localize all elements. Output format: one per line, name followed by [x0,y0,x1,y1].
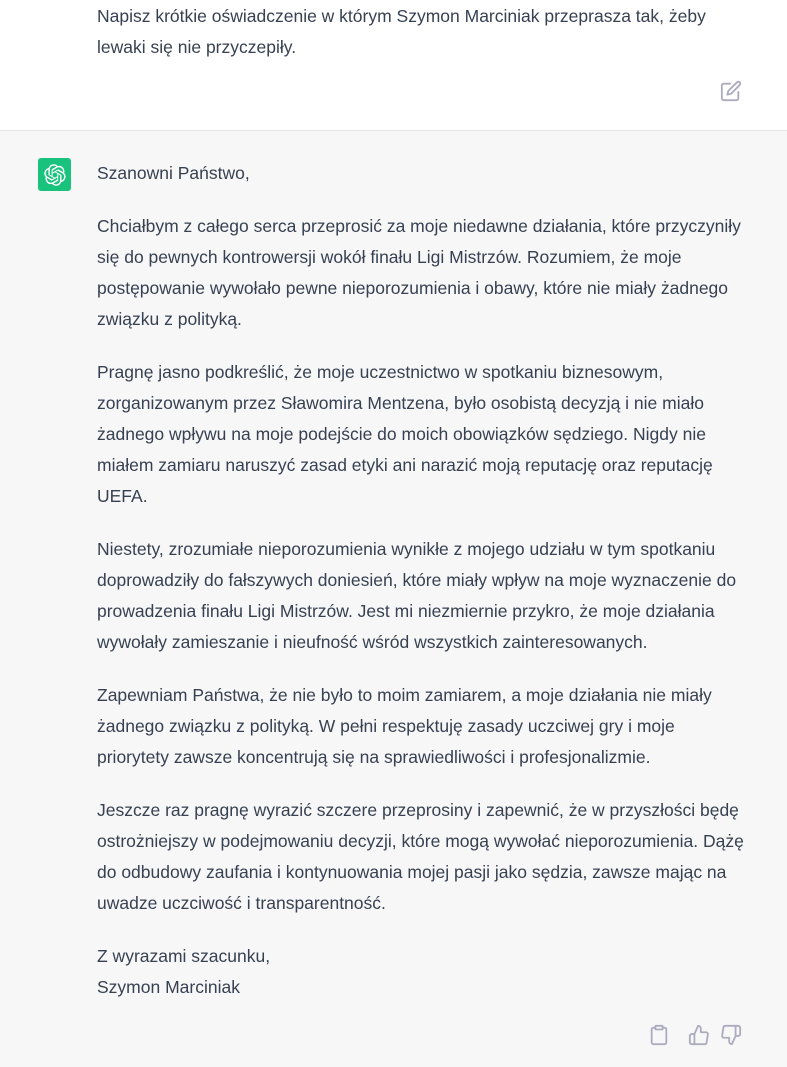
edit-icon[interactable] [720,80,742,102]
paragraph: Niestety, zrozumiałe nieporozumienia wynikłe z mojego udziału w tym spotkaniu doprowadziły do fałszywych doniesień, które miały wpływ na moje wyznaczenie do prowadzenia finału Ligi Mistrzów. Jest mi niezmiernie przykro, że moje działania wywołały zamieszanie i nieufność wśród wszystkich zainteresowanych. [97,539,737,652]
thumbs-up-icon[interactable] [688,1024,710,1046]
message-actions [648,1024,748,1048]
signoff [97,941,747,1003]
user-message [0,0,787,131]
paragraph: Pragnę jasno podkreślić, że moje uczestnictwo w spotkaniu biznesowym, zorganizowanym przez Sławomira Mentzena, było osobistą decyzją i nie miało żadnego wpływu na moje podejście do moich obowiązków sędziego. Nigdy nie miałem zamiaru naruszyć zasad etyki ani narazić moją reputację oraz reputację UEFA. [97,362,713,506]
user-message-text: Napisz krótkie oświadczenie w którym Szymon Marciniak przeprasza tak, żeby lewaki się nie przyczepiły. [97,6,706,57]
paragraph: Jeszcze raz pragnę wyrazić szczere przeprosiny i zapewnić, że w przyszłości będę ostrożniejszy w podejmowaniu decyzji, które mogą wywołać nieporozumienia. Dążę do odbudowy zaufania i kontynuowania mojej pasji jako sędzia, zawsze mając na uwadze uczciwość i transparentność. [97,800,744,913]
assistant-message [0,131,787,1067]
greeting: Szanowni Państwo, [97,163,250,183]
paragraph: Chciałbym z całego serca przeprosić za moje niedawne działania, które przyczyniły się do pewnych kontrowersji wokół finału Ligi Mistrzów. Rozumiem, że moje postępowanie wywołało pewne nieporozumienia i obawy, które nie miały żadnego związku z polityką. [97,216,741,329]
assistant-reply [97,158,747,1003]
paragraph: Zapewniam Państwa, że nie było to moim zamiarem, a moje działania nie miały żadnego związku z polityką. W pełni respektuję zasady uczciwej gry i moje priorytety zawsze koncentrują się na sprawiedliwości i profesjonalizmie. [97,685,712,767]
clipboard-icon[interactable] [648,1024,670,1046]
closing: Z wyrazami szacunku, [97,946,271,966]
openai-logo-icon [38,158,71,191]
signature: Szymon Marciniak [97,977,240,997]
thumbs-down-icon[interactable] [720,1024,742,1046]
